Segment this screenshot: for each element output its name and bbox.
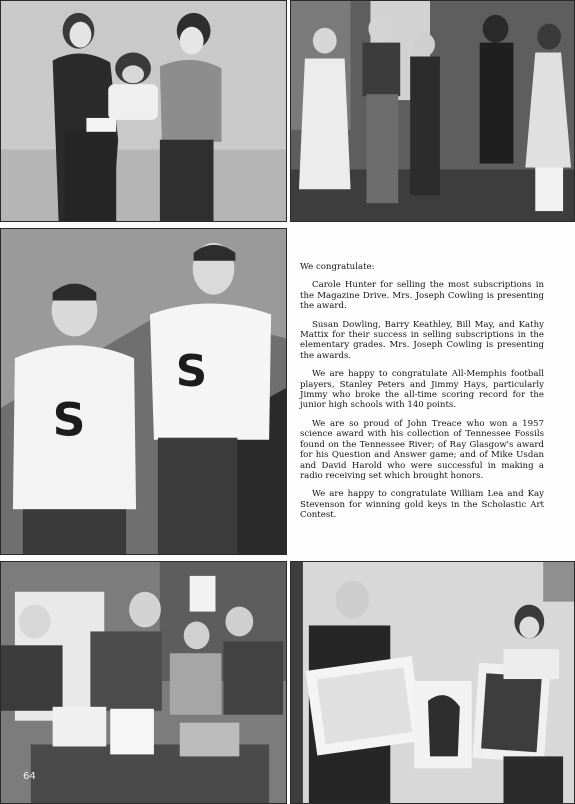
paragraph-science-awards: We are so proud of John Treace who won a 1957 science award with his collection of Tennessee Fossils found on the Tennessee River; of Ray Glasgow's award for his Question and Answer game; and of Mike Usdan and David Harold who were successful in making a radio receiving set which brought honors. [300, 418, 544, 481]
photo-monkey-award [0, 0, 287, 222]
paragraph-art-contest: We are happy to congratulate William Lea and Kay Stevenson for winning gold keys in the Scholastic Art Contest. [300, 489, 544, 521]
svg-text:S: S [52, 393, 86, 447]
page-number: 64 [23, 771, 36, 782]
photo-science-awards [0, 561, 287, 804]
paragraph-magazine-drive: Carole Hunter for selling the most subscriptions in the Magazine Drive. Mrs. Joseph Cowling is presenting the award. [300, 280, 544, 312]
paragraph-elementary-sales: Susan Dowling, Barry Keathley, Bill May, and Kathy Mattix for their success in selling subscriptions in the elementary grades. Mrs. Joseph Cowling is presenting the awards. [300, 319, 544, 361]
photo-elementary-award [290, 0, 575, 222]
photo-football-players [0, 228, 287, 555]
svg-text:S: S [175, 346, 208, 398]
photo-art-contest [290, 561, 575, 804]
congratulations-text [300, 262, 544, 529]
article-heading: We congratulate: [300, 262, 375, 272]
paragraph-football: We are happy to congratulate All-Memphis football players, Stanley Peters and Jimmy Hays, particularly Jimmy who broke the all-time scoring record for the junior high schools with 140 points. [300, 369, 544, 411]
